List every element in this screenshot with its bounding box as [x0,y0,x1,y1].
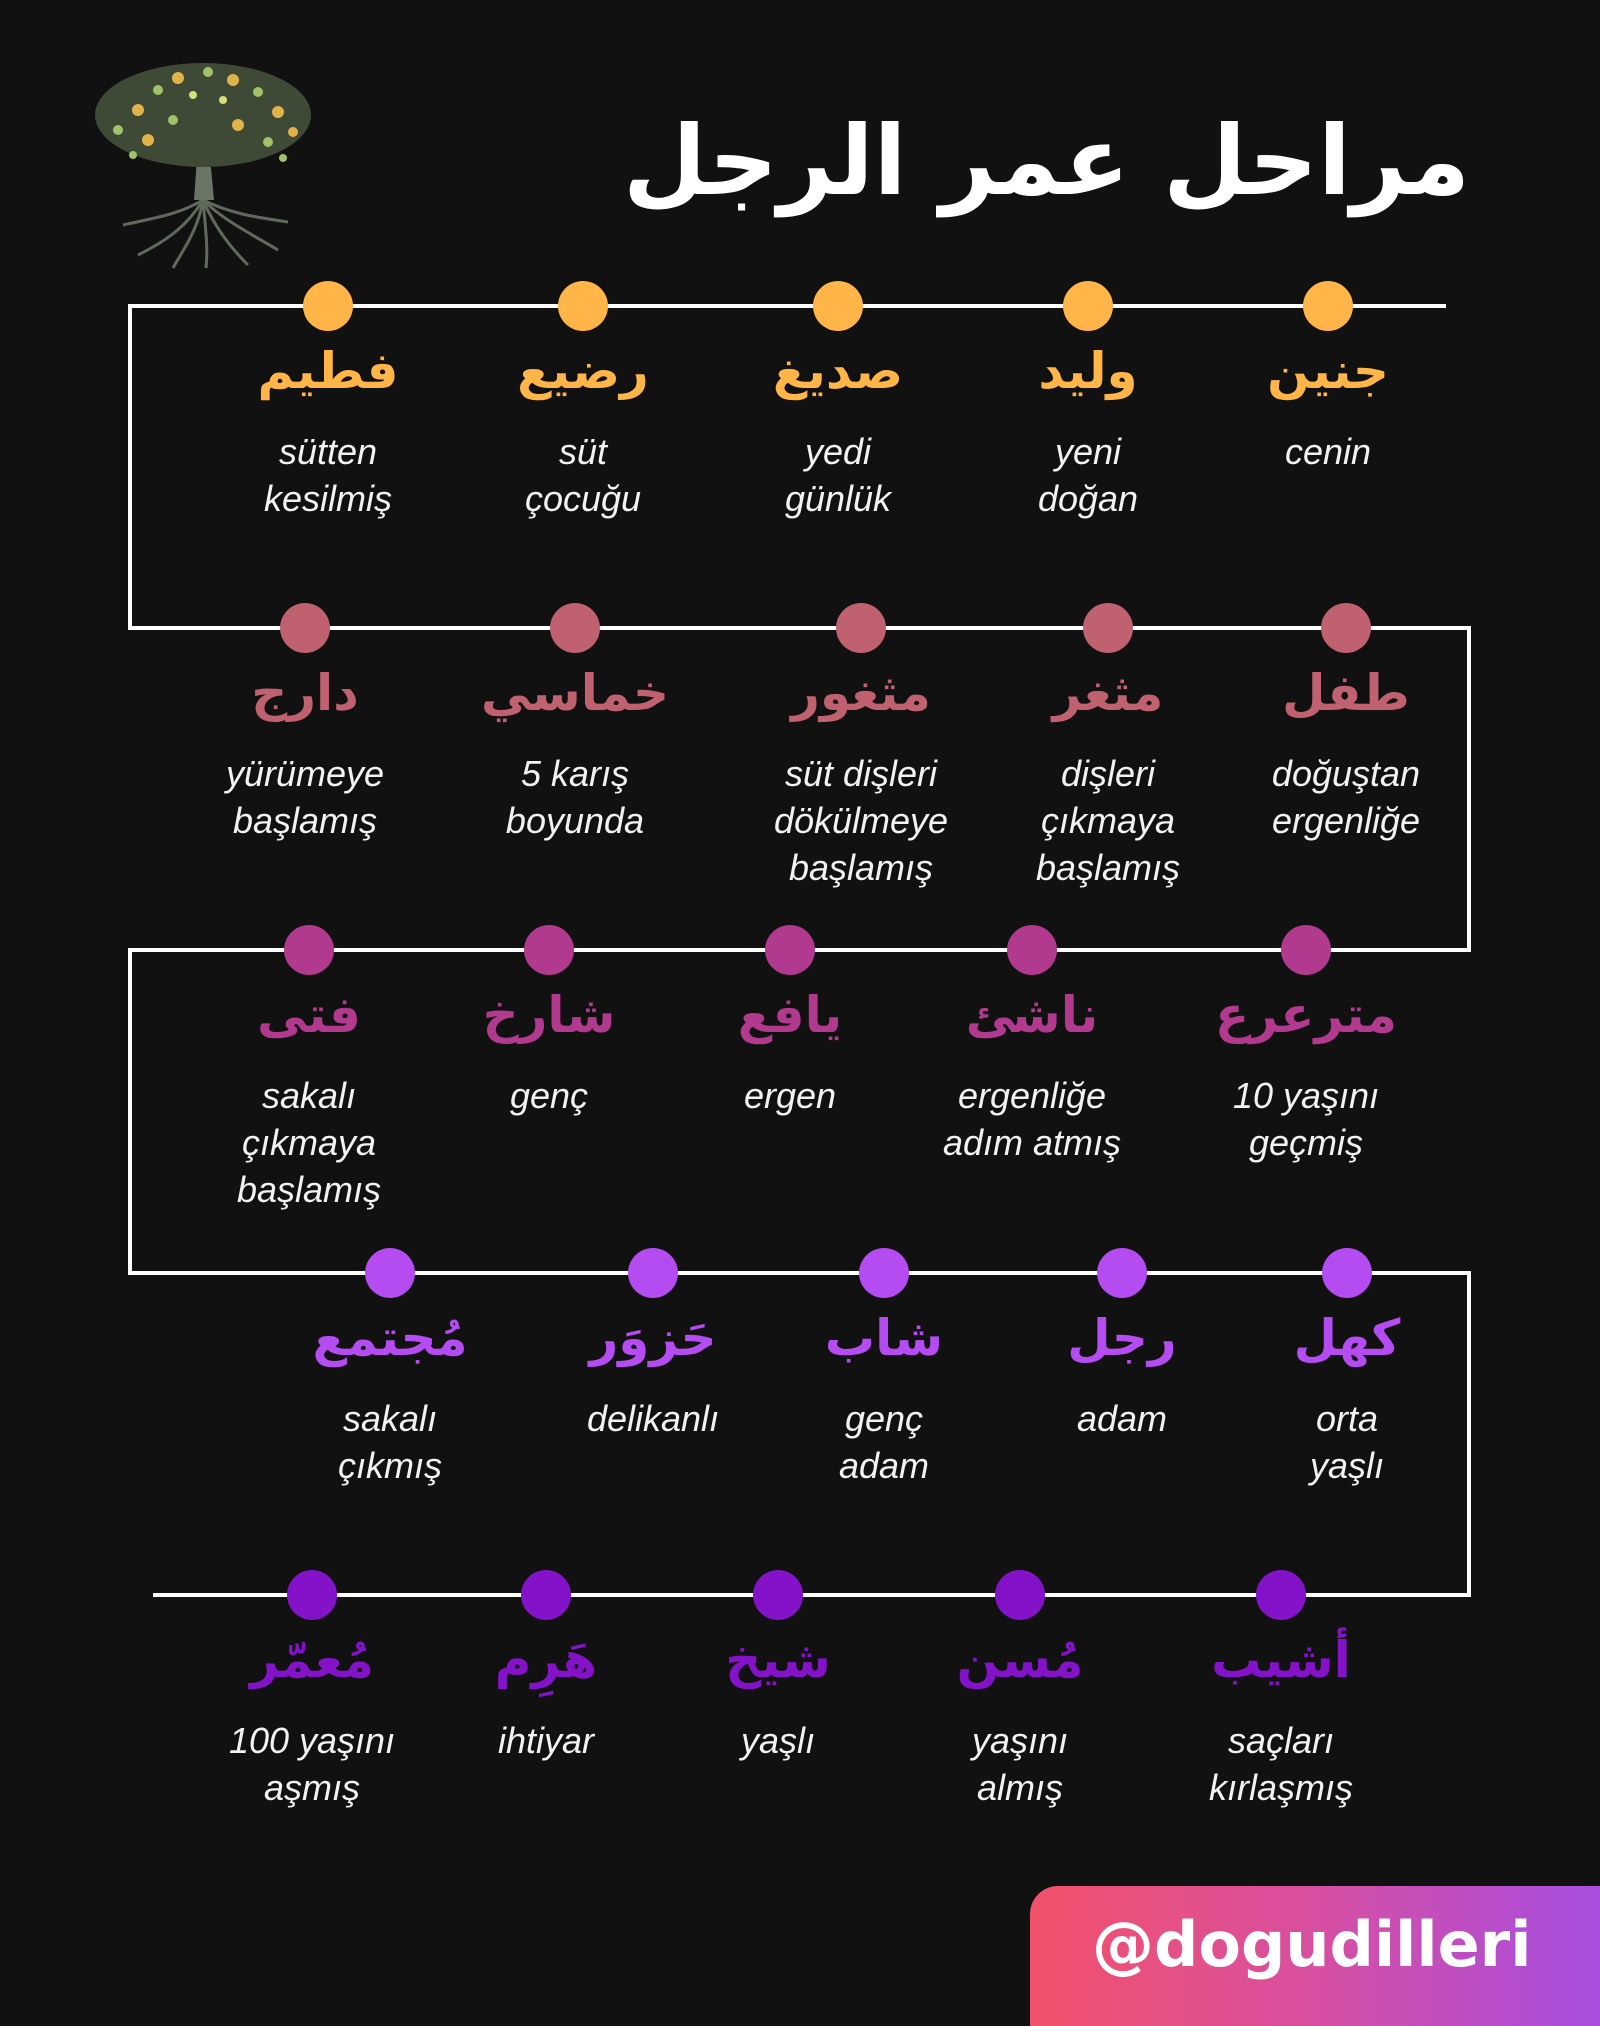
stage-arabic-term: رضيع [517,342,649,400]
stage-turkish-meaning: dişleri çıkmaya başlamış [1035,753,1181,888]
stage-turkish-meaning: yeni doğan [1037,431,1139,519]
stage-item [460,658,690,844]
stage-dot [1321,603,1371,653]
stage-item [538,1303,768,1442]
stage-dot [558,281,608,331]
stage-turkish-meaning: 100 yaşını aşmış [228,1720,396,1808]
stage-arabic-term: حَزوَر [589,1309,717,1367]
stage-dot [303,281,353,331]
stage-dot [1322,1248,1372,1298]
stage-turkish-meaning: süt çocuğu [524,431,642,519]
stage-turkish-meaning: genç adam [838,1398,930,1486]
stage-turkish-meaning: orta yaşlı [1309,1398,1385,1486]
stage-turkish-meaning: süt dişleri dökülmeye başlamış [773,753,949,888]
stage-dot [1281,925,1331,975]
stage-turkish-meaning: yedi günlük [784,431,892,519]
stage-item [194,980,424,1213]
stage-dot [1083,603,1133,653]
stage-arabic-term: رجل [1067,1309,1177,1367]
stage-arabic-term: فتى [257,986,361,1044]
stage-item [275,1303,505,1489]
stage-arabic-term: طفل [1282,664,1410,722]
stage-arabic-term: يافع [737,986,843,1044]
stage-dot [995,1570,1045,1620]
stage-arabic-term: خماسي [480,664,670,722]
stage-item [917,980,1147,1166]
stage-item [746,658,976,891]
tree-icon [78,50,328,270]
stage-arabic-term: مثغر [1052,664,1164,722]
stage-arabic-term: ناشئ [965,986,1099,1044]
stage-dot [813,281,863,331]
stage-dot [1063,281,1113,331]
stage-dot [765,925,815,975]
stage-turkish-meaning: sakalı çıkmaya başlamış [236,1075,382,1210]
stage-dot [550,603,600,653]
stage-item [1231,658,1461,844]
stage-item [723,336,953,522]
stage-turkish-meaning: ihtiyar [497,1720,595,1761]
page-title: مراحل عمر الرجل [623,105,1470,217]
stage-arabic-term: كهل [1293,1309,1401,1367]
stage-item [1166,1625,1396,1811]
stage-item [434,980,664,1119]
stage-item [973,336,1203,522]
stage-arabic-term: وليد [1038,342,1138,400]
stage-dot [628,1248,678,1298]
stage-arabic-term: هَرِم [494,1631,598,1689]
stage-turkish-meaning: sütten kesilmiş [263,431,392,519]
stage-turkish-meaning: cenin [1284,431,1372,472]
stage-turkish-meaning: yürümeye başlamış [225,753,385,841]
stage-turkish-meaning: doğuştan ergenliğe [1271,753,1421,841]
stage-item [675,980,905,1119]
stage-arabic-term: دارج [251,664,359,722]
stage-dot [365,1248,415,1298]
stage-turkish-meaning: ergen [743,1075,837,1116]
stage-dot [1256,1570,1306,1620]
stage-item [197,1625,427,1811]
stage-turkish-meaning: saçları kırlaşmış [1209,1720,1353,1808]
stage-item [905,1625,1135,1811]
stage-turkish-meaning: adam [1076,1398,1168,1439]
stage-arabic-term: أشيب [1211,1631,1351,1689]
stage-item [190,658,420,844]
stage-item [431,1625,661,1764]
stage-item [769,1303,999,1489]
stage-turkish-meaning: delikanlı [586,1398,720,1439]
stage-turkish-meaning: ergenliğe adım atmış [942,1075,1122,1163]
stage-arabic-term: مُعمّر [250,1631,374,1689]
stage-dot [753,1570,803,1620]
stage-arabic-term: شارخ [482,986,616,1044]
stage-dot [287,1570,337,1620]
stage-arabic-term: صديغ [772,342,904,400]
stage-turkish-meaning: yaşlı [740,1720,816,1761]
stage-turkish-meaning: 10 yaşını geçmiş [1232,1075,1380,1163]
stage-item [213,336,443,522]
stage-item [468,336,698,522]
stage-arabic-term: مثغور [791,664,931,722]
stage-dot [280,603,330,653]
stage-arabic-term: مُسن [956,1631,1084,1689]
stage-arabic-term: جنين [1267,342,1389,400]
stage-item [1191,980,1421,1166]
watermark-handle: @dogudilleri [1092,1908,1532,1981]
stage-item [663,1625,893,1764]
stage-arabic-term: مُجتمع [312,1309,468,1367]
stage-dot [1303,281,1353,331]
stage-item [1232,1303,1462,1489]
stage-item [993,658,1223,891]
stage-turkish-meaning: 5 karış boyunda [505,753,645,841]
stage-arabic-term: مترعرع [1215,986,1397,1044]
stage-dot [836,603,886,653]
stage-dot [284,925,334,975]
stage-dot [1007,925,1057,975]
stage-item [1007,1303,1237,1442]
stage-arabic-term: شيخ [725,1631,831,1689]
watermark-badge [1030,1886,1600,2026]
stage-turkish-meaning: yaşını almış [971,1720,1069,1808]
stage-turkish-meaning: genç [509,1075,589,1116]
stage-arabic-term: فطيم [257,342,399,400]
stage-dot [859,1248,909,1298]
stage-arabic-term: شاب [824,1309,944,1367]
stage-turkish-meaning: sakalı çıkmış [338,1398,442,1486]
stage-dot [1097,1248,1147,1298]
stage-item [1213,336,1443,475]
stage-dot [524,925,574,975]
stage-dot [521,1570,571,1620]
